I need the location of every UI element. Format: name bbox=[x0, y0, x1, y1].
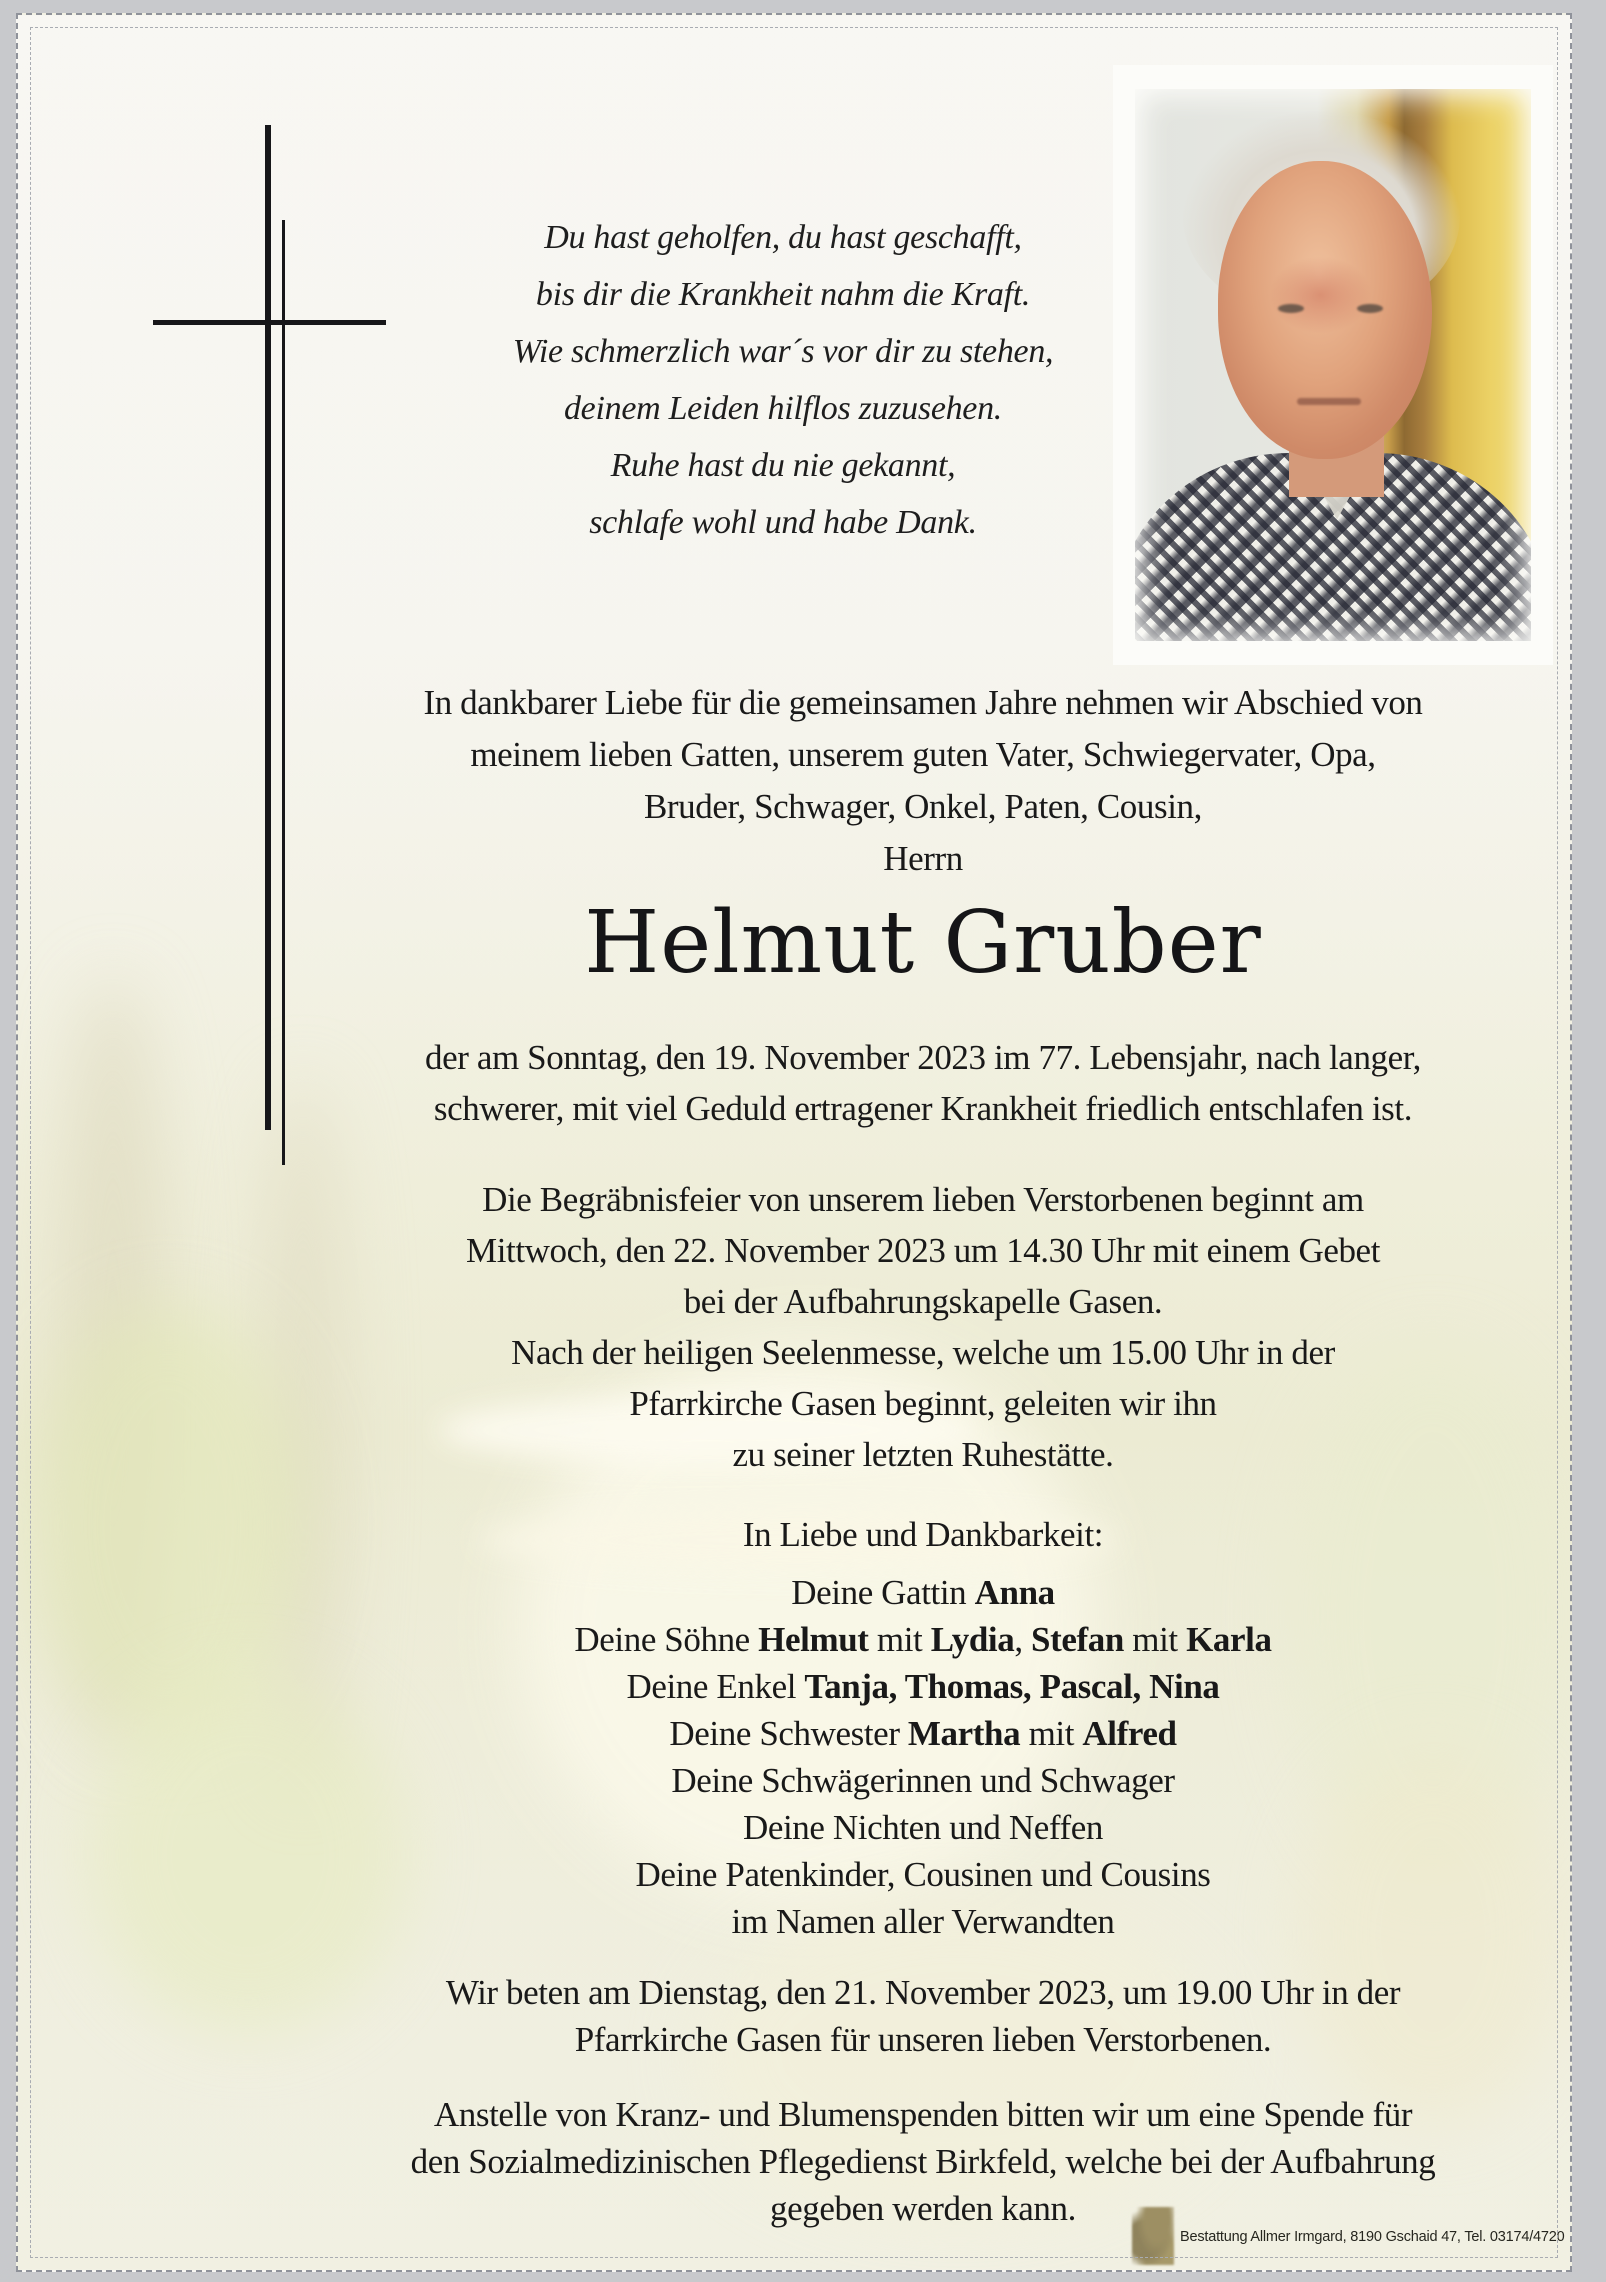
family-line: Deine Schwester Martha mit Alfred bbox=[669, 1714, 1177, 1753]
prayer-line: Pfarrkirche Gasen für unseren lieben Verstorbenen. bbox=[574, 2020, 1272, 2059]
donation-line: den Sozialmedizinischen Pflegedienst Birkfeld, welche bei der Aufbahrung bbox=[410, 2142, 1436, 2181]
poem-line: deinem Leiden hilflos zuzusehen. bbox=[563, 390, 1002, 427]
intro-line-herrn: Herrn bbox=[883, 839, 963, 878]
undertaker-logo-icon bbox=[1132, 2207, 1174, 2265]
prayer-line: Wir beten am Dienstag, den 21. November 2023, um 19.00 Uhr in der bbox=[445, 1973, 1401, 2012]
intro-line: Bruder, Schwager, Onkel, Paten, Cousin, bbox=[643, 787, 1203, 826]
donation-line: Anstelle von Kranz- und Blumenspenden bitten wir um eine Spende für bbox=[433, 2095, 1413, 2134]
photo-face bbox=[1218, 161, 1432, 459]
family-line: Deine Patenkinder, Cousinen und Cousins bbox=[635, 1855, 1211, 1894]
photo-cheeks bbox=[1269, 256, 1372, 334]
photo-mouth bbox=[1297, 398, 1360, 405]
death-notice bbox=[258, 1032, 1572, 1134]
family-line: Deine Söhne Helmut mit Lydia, Stefan mit Karla bbox=[574, 1620, 1272, 1659]
farewell-intro bbox=[258, 677, 1572, 885]
family-line: im Namen aller Verwandten bbox=[731, 1902, 1115, 1941]
family-line: Deine Schwägerinnen und Schwager bbox=[671, 1761, 1175, 1800]
mourning-family-list bbox=[258, 1569, 1572, 1945]
funeral-line: Die Begräbnisfeier von unserem lieben Verstorbenen beginnt am bbox=[482, 1180, 1364, 1219]
undertaker-contact: Bestattung Allmer Irmgard, 8190 Gschaid 47, Tel. 03174/4720 bbox=[1180, 2229, 1565, 2245]
poem-line: Du hast geholfen, du hast geschafft, bbox=[544, 219, 1022, 256]
family-line: Deine Enkel Tanja, Thomas, Pascal, Nina bbox=[626, 1667, 1220, 1706]
memorial-poem bbox=[408, 209, 1158, 551]
intro-line: In dankbarer Liebe für die gemeinsamen Jahre nehmen wir Abschied von bbox=[423, 683, 1423, 722]
donation-line: gegeben werden kann. bbox=[770, 2189, 1076, 2228]
family-line: Deine Gattin Anna bbox=[791, 1573, 1055, 1612]
donation-request bbox=[258, 2091, 1572, 2232]
funeral-line: Nach der heiligen Seelenmesse, welche um 15.00 Uhr in der bbox=[511, 1333, 1335, 1372]
closing-salutation: In Liebe und Dankbarkeit: bbox=[742, 1515, 1104, 1554]
family-line: Deine Nichten und Neffen bbox=[742, 1808, 1104, 1847]
deceased-name: Helmut Gruber bbox=[584, 893, 1262, 993]
funeral-line: Pfarrkirche Gasen beginnt, geleiten wir ihn bbox=[629, 1384, 1217, 1423]
funeral-line: Mittwoch, den 22. November 2023 um 14.30 Uhr mit einem Gebet bbox=[465, 1231, 1381, 1270]
funeral-line: bei der Aufbahrungskapelle Gasen. bbox=[683, 1282, 1163, 1321]
poem-line: schlafe wohl und habe Dank. bbox=[589, 504, 977, 541]
funeral-line: zu seiner letzten Ruhestätte. bbox=[732, 1435, 1114, 1474]
prayer-announcement bbox=[258, 1969, 1572, 2063]
poem-line: bis dir die Krankheit nahm die Kraft. bbox=[535, 276, 1031, 313]
poem-line: Ruhe hast du nie gekannt, bbox=[610, 447, 956, 484]
obituary-page bbox=[16, 13, 1572, 2272]
poem-line: Wie schmerzlich war´s vor dir zu stehen, bbox=[512, 333, 1054, 370]
funeral-details bbox=[258, 1174, 1572, 1480]
intro-line: meinem lieben Gatten, unserem guten Vater, Schwiegervater, Opa, bbox=[470, 735, 1376, 774]
death-notice-line: der am Sonntag, den 19. November 2023 im 77. Lebensjahr, nach langer, bbox=[425, 1038, 1421, 1077]
portrait-photo-image bbox=[1135, 89, 1531, 641]
death-notice-line: schwerer, mit viel Geduld ertragener Krankheit friedlich entschlafen ist. bbox=[433, 1089, 1413, 1128]
portrait-photo bbox=[1113, 65, 1553, 665]
